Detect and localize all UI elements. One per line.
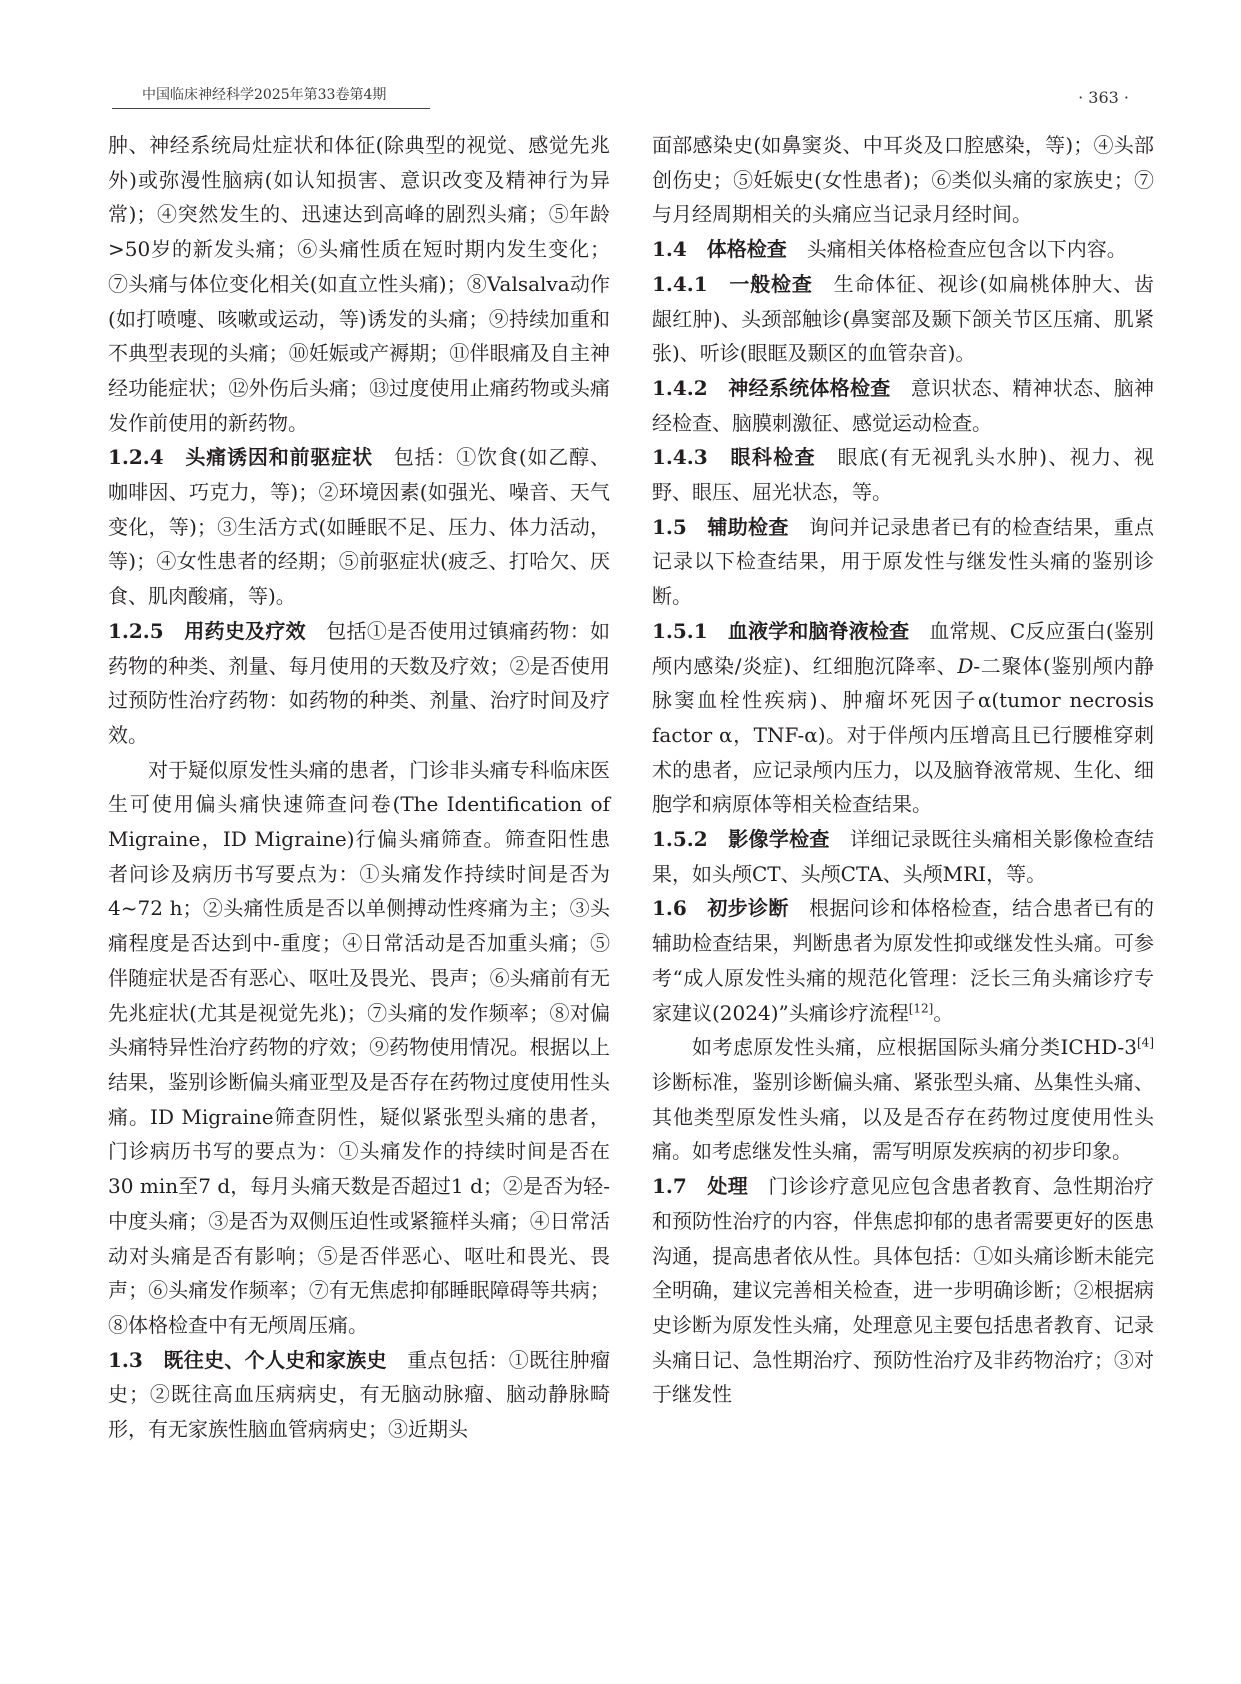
- section-body: 重点包括：①既往肿瘤史；②既往高血压病病史，有无脑动脉瘤、脑动静脉畸形，有无家族性脑血管病病史；③近期头: [108, 1347, 611, 1442]
- section-1-6: [652, 891, 1154, 1030]
- section-heading: 1.5.2 影像学检查: [652, 827, 830, 852]
- section-heading: 1.4.2 神经系统体格检查: [652, 375, 891, 400]
- section-heading: 1.5.1 血液学和脑脊液检查: [652, 618, 910, 643]
- paragraph-history-cont: 面部感染史(如鼻窦炎、中耳炎及口腔感染，等)；④头部创伤史；⑤妊娠史(女性患者)；⑥类似头痛的家族史；⑦与月经周期相关的头痛应当记录月经时间。: [652, 133, 1154, 227]
- section-heading: 1.4.3 眼科检查: [652, 445, 817, 470]
- paragraph-id-migraine: 对于疑似原发性头痛的患者，门诊非头痛专科临床医生可使用偏头痛快速筛查问卷(The Identification of Migraine，ID Migraine)行偏头痛筛查。筛查阳性患者问诊及病历书写要点为：①头痛发作持续时间是否为4~72 h；②头痛性质是否以单侧搏动性疼痛为主；③头痛程度是否达到中-重度；④日常活动是否加重头痛；⑤伴随症状是否有恶心、呕吐及畏光、畏声；⑥头痛前有无先兆症状(尤其是视觉先兆)；⑦头痛的发作频率；⑧对偏头痛特异性治疗药物的疗效；⑨药物使用情况。根据以上结果，鉴别诊断偏头痛亚型及是否存在药物过度使用性头痛。ID Migraine筛查阴性，疑似紧张型头痛的患者，门诊病历书写的要点为：①头痛发作的持续时间是否在30 min至7 d，每月头痛天数是否超过1 d；②是否为轻-中度头痛；③是否为双侧压迫性或紧箍样头痛；④日常活动对头痛是否有影响；⑤是否伴恶心、呕吐和畏光、畏声；⑥头痛发作频率；⑦有无焦虑抑郁睡眠障碍等共病；⑧体格检查中有无颅周压痛。: [108, 757, 610, 1337]
- section-heading: 1.7 处理: [652, 1174, 749, 1199]
- section-heading: 1.2.4 头痛诱因和前驱症状: [108, 445, 373, 470]
- right-column: [652, 128, 1154, 1412]
- section-body-cont: -二聚体(鉴别颅内静脉窦血栓性疾病)、肿瘤坏死因子α(tumor necrosis factor α，TNF-α)。对于伴颅内压增高且已行腰椎穿刺术的患者，应记录颅内压力，以及脑脊液常规、生化、细胞学和病原体等相关检查结果。: [652, 653, 1154, 817]
- section-1-5: [652, 510, 1154, 614]
- section-body: 根据问诊和体格检查，结合患者已有的辅助检查结果，判断患者为原发性抑或继发性头痛。可参考“成人原发性头痛的规范化管理：泛长三角头痛诊疗专家建议(2024)”头痛诊疗流程: [652, 896, 1155, 1025]
- section-body: 询问并记录患者已有的检查结果，重点记录以下检查结果，用于原发性与继发性头痛的鉴别诊断。: [652, 514, 1155, 609]
- paragraph-text-cont: 诊断标准，鉴别诊断偏头痛、紧张型头痛、丛集性头痛、其他类型原发性头痛，以及是否存在药物过度使用性头痛。如考虑继发性头痛，需写明原发疾病的初步印象。: [652, 1069, 1154, 1164]
- section-body: 门诊诊疗意见应包含患者教育、急性期治疗和预防性治疗的内容，伴焦虑抑郁的患者需要更好的医患沟通，提高患者依从性。具体包括：①如头痛诊断未能完全明确，建议完善相关检查，进一步明确诊断；②根据病史诊断为原发性头痛，处理意见主要包括患者教育、记录头痛日记、急性期治疗、预防性治疗及非药物治疗；③对于继发性: [652, 1174, 1155, 1407]
- section-1-3: [108, 1343, 610, 1447]
- section-heading: 1.3 既往史、个人史和家族史: [108, 1347, 387, 1372]
- section-1-4: [652, 232, 1154, 267]
- section-1-2-5: [108, 614, 610, 753]
- section-1-4-2: [652, 371, 1154, 440]
- section-heading: 1.4.1 一般检查: [652, 271, 813, 296]
- section-heading: 1.5 辅助检查: [652, 514, 789, 539]
- section-heading: 1.4 体格检查: [652, 237, 787, 262]
- section-body: 包括①是否使用过镇痛药物：如药物的种类、剂量、每月使用的天数及疗效；②是否使用过预防性治疗药物：如药物的种类、剂量、治疗时间及疗效。: [108, 618, 611, 747]
- section-body: 头痛相关体格检查应包含以下内容。: [786, 237, 1127, 262]
- section-1-7: [652, 1169, 1154, 1412]
- section-body: 详细记录既往头痛相关影像检查结果，如头颅CT、头颅CTA、头颅MRI，等。: [652, 827, 1154, 886]
- section-1-5-1: [652, 614, 1154, 822]
- journal-title: 中国临床神经科学2025年第33卷第4期: [142, 87, 387, 103]
- section-body: 血常规、C反应蛋白(鉴别颅内感染/炎症)、红细胞沉降率、: [652, 618, 1154, 678]
- header-rule: [112, 108, 430, 109]
- section-body: 眼底(有无视乳头水肿)、视力、视野、眼压、屈光状态，等。: [652, 445, 1154, 505]
- page-number: · 363 ·: [1078, 88, 1129, 107]
- section-1-4-3: [652, 440, 1154, 509]
- running-header: [112, 84, 1129, 112]
- section-heading: 1.6 初步诊断: [652, 896, 789, 921]
- citation-12[interactable]: [12]: [908, 1000, 934, 1015]
- section-body: 意识状态、精神状态、脑神经检查、脑膜刺激征、感觉运动检查。: [652, 375, 1154, 435]
- section-body-end: 。: [933, 1000, 954, 1025]
- section-1-2-4: [108, 440, 610, 614]
- paragraph-warning-signs: 肿、神经系统局灶症状和体征(除典型的视觉、感觉先兆外)或弥漫性脑病(如认知损害、意识改变及精神行为异常)；④突然发生的、迅速达到高峰的剧烈头痛；⑤年龄>50岁的新发头痛；⑥头痛性质在短时期内发生变化；⑦头痛与体位变化相关(如直立性头痛)；⑧Valsalva动作(如打喷嚏、咳嗽或运动，等)诱发的头痛；⑨持续加重和不典型表现的头痛；⑩妊娠或产褥期；⑪伴眼痛及自主神经功能症状；⑫外伤后头痛；⑬过度使用止痛药物或头痛发作前使用的新药物。: [108, 133, 610, 435]
- left-column: [108, 128, 610, 1447]
- paragraph-text: 如考虑原发性头痛，应根据国际头痛分类ICHD-3: [692, 1035, 1137, 1060]
- section-body: 生命体征、视诊(如扁桃体肿大、齿龈红肿)、头颈部触诊(鼻窦部及颞下颌关节区压痛、肌紧张)、听诊(眼眶及颞区的血管杂音)。: [652, 271, 1154, 366]
- section-heading: 1.2.5 用药史及疗效: [108, 618, 306, 643]
- section-body: 包括：①饮食(如乙醇、咖啡因、巧克力，等)；②环境因素(如强光、噪音、天气变化，等)；③生活方式(如睡眠不足、压力、体力活动，等)；④女性患者的经期；⑤前驱症状(疲乏、打哈欠、厌食、肌肉酸痛，等)。: [108, 445, 610, 609]
- section-1-4-1: [652, 267, 1154, 371]
- d-dimer-italic: D: [957, 653, 974, 678]
- paragraph-ichd3: [652, 1030, 1154, 1169]
- citation-4[interactable]: [4]: [1137, 1035, 1154, 1050]
- section-1-5-2: [652, 822, 1154, 891]
